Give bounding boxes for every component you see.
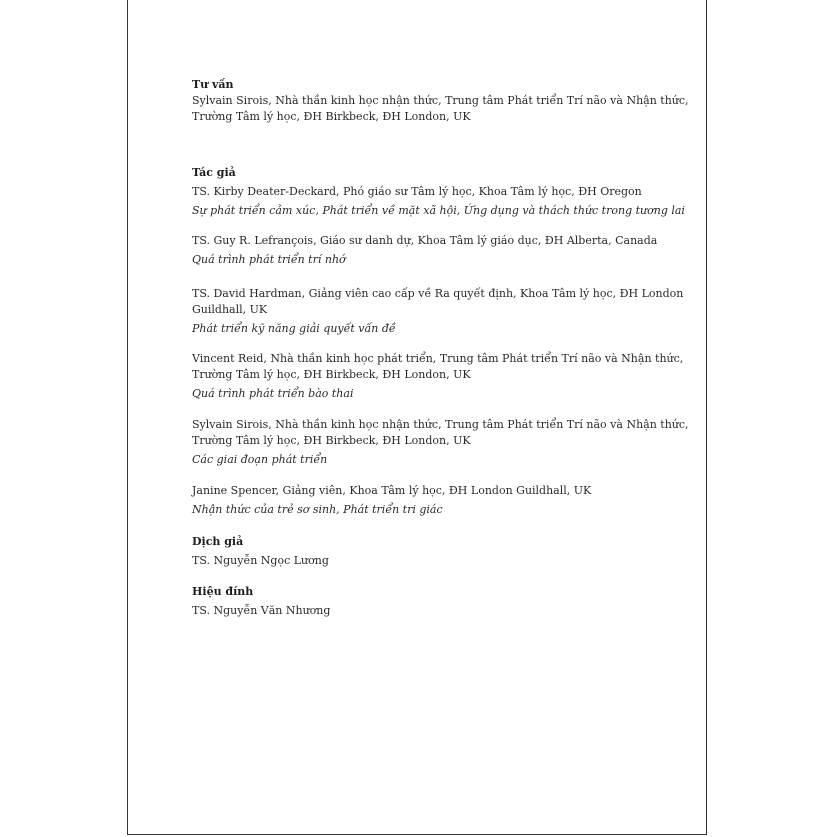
author-affiliation: TS. David Hardman, Giảng viên cao cấp về Ra quyết định, Khoa Tâm lý học, ĐH London	[192, 287, 684, 300]
author-topic: Phát triển kỹ năng giải quyết vấn đề	[192, 322, 396, 335]
author-entry	[192, 351, 692, 402]
author-affiliation-cont: Trường Tâm lý học, ĐH Birkbeck, ĐH London, UK	[192, 368, 471, 381]
author-topic: Quá trình phát triển bào thai	[192, 387, 354, 400]
author-affiliation: Janine Spencer, Giảng viên, Khoa Tâm lý học, ĐH London Guildhall, UK	[192, 484, 592, 497]
author-topic: Nhận thức của trẻ sơ sinh, Phát triển tri giác	[192, 503, 443, 516]
advisor-line-1: Sylvain Sirois, Nhà thần kinh học nhận thức, Trung tâm Phát triển Trí não và Nhận thức,	[192, 94, 689, 107]
author-affiliation-cont: Trường Tâm lý học, ĐH Birkbeck, ĐH London, UK	[192, 434, 471, 447]
author-entry	[192, 483, 692, 518]
section-heading: Hiệu đính	[192, 585, 254, 598]
section-heading: Tư vấn	[192, 78, 234, 91]
author-affiliation: TS. Guy R. Lefrançois, Giáo sư danh dự, Khoa Tâm lý giáo dục, ĐH Alberta, Canada	[192, 234, 658, 247]
author-affiliation: Sylvain Sirois, Nhà thần kinh học nhận thức, Trung tâm Phát triển Trí não và Nhận thức,	[192, 418, 689, 431]
section-heading: Dịch giả	[192, 535, 244, 548]
section-dich-gia	[192, 534, 692, 569]
author-entry	[192, 286, 692, 337]
editor-name: TS. Nguyễn Văn Nhương	[192, 604, 331, 617]
author-affiliation: Vincent Reid, Nhà thần kinh học phát triển, Trung tâm Phát triển Trí não và Nhận thức,	[192, 352, 684, 365]
author-affiliation: TS. Kirby Deater-Deckard, Phó giáo sư Tâm lý học, Khoa Tâm lý học, ĐH Oregon	[192, 185, 642, 198]
author-topic: Quá trình phát triển trí nhớ	[192, 253, 346, 266]
author-entry	[192, 233, 692, 268]
author-entry	[192, 417, 692, 468]
author-topic: Sự phát triển cảm xúc, Phát triển về mặt xã hội, Ứng dụng và thách thức trong tương lai	[192, 204, 685, 217]
credits-content	[192, 77, 692, 619]
author-topic: Các giai đoạn phát triển	[192, 453, 328, 466]
section-heading: Tác giả	[192, 166, 236, 179]
advisor-line-2: Trường Tâm lý học, ĐH Birkbeck, ĐH London, UK	[192, 110, 471, 123]
author-affiliation-cont: Guildhall, UK	[192, 303, 268, 316]
section-tac-gia	[192, 165, 692, 518]
author-entry	[192, 184, 692, 219]
section-tu-van	[192, 77, 692, 125]
section-hieu-dinh	[192, 584, 692, 619]
book-page	[127, 0, 707, 835]
translator-name: TS. Nguyễn Ngọc Lương	[192, 554, 329, 567]
